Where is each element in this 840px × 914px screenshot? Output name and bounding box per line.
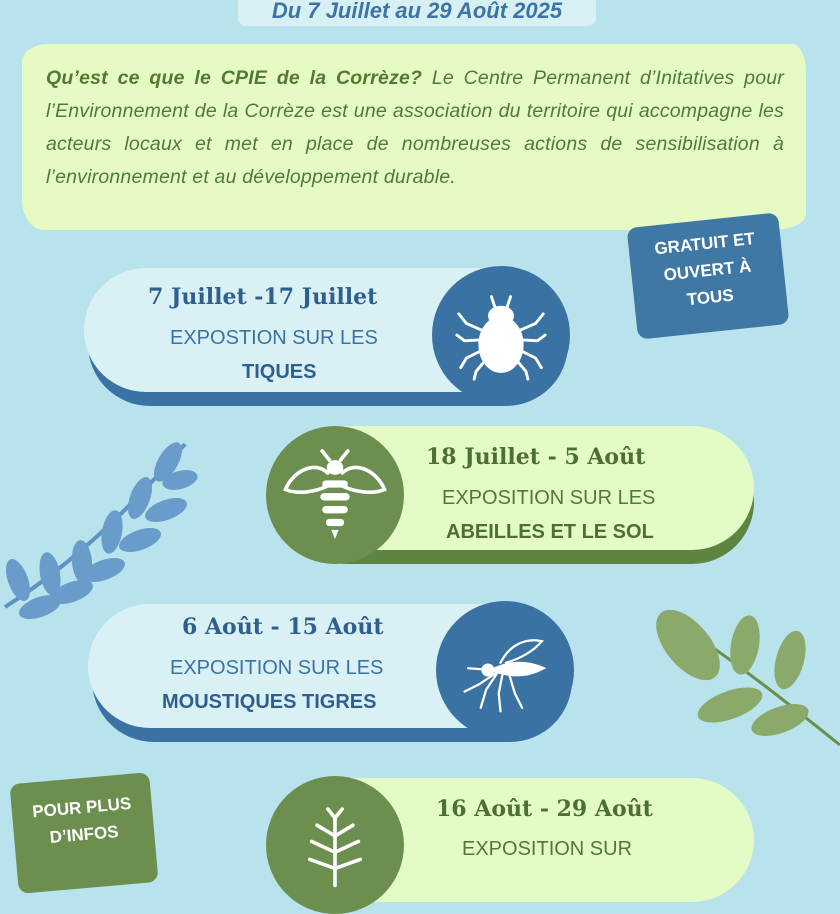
event-2-subject: ABEILLES ET LE SOL	[446, 521, 654, 543]
mosquito-icon	[455, 625, 555, 715]
plant-icon	[290, 800, 380, 890]
event-2-date: 18 Juillet - 5 Août	[426, 444, 646, 470]
event-4-icon-circle	[266, 776, 404, 914]
intro-text: Le Centre Permanent d’Initatives pour l’Environnement de la Corrèze est une association du territoire qui accompagne les acteurs locaux et met en place de nombreuses actions de sensibilisation à l’environnement et au développement durable.	[46, 67, 785, 188]
branch-right-icon	[650, 605, 840, 755]
info-badge	[9, 772, 158, 894]
info-badge-line: POUR PLUS	[31, 793, 133, 822]
free-badge	[627, 212, 790, 339]
event-4-date: 16 Août - 29 Août	[436, 796, 653, 822]
free-badge-line: TOUS	[685, 285, 735, 310]
info-badge-line: D’INFOS	[48, 822, 120, 847]
event-2-title: EXPOSITION SUR LES	[442, 487, 656, 509]
event-3-date: 6 Août - 15 Août	[182, 614, 384, 640]
free-badge-line: OUVERT À	[662, 256, 753, 285]
event-1-title: EXPOSTION SUR LES	[170, 327, 378, 349]
bee-icon	[280, 445, 390, 545]
header-date-range: Du 7 Juillet au 29 Août 2025	[238, 0, 596, 26]
event-1-subject: TIQUES	[242, 361, 317, 383]
event-1-date: 7 Juillet -17 Juillet	[148, 284, 378, 310]
branch-left-icon	[0, 432, 200, 622]
event-3-title: EXPOSITION SUR LES	[170, 657, 384, 679]
event-3-subject: MOUSTIQUES TIGRES	[162, 691, 377, 713]
free-badge-line: GRATUIT ET	[653, 228, 756, 259]
event-4-title: EXPOSITION SUR	[462, 838, 633, 860]
event-2-icon-circle	[266, 426, 404, 564]
event-1-icon-circle	[432, 266, 570, 404]
intro-question: Qu’est ce que le CPIE de la Corrèze?	[46, 67, 423, 89]
intro-box	[22, 44, 806, 230]
tick-icon	[453, 287, 549, 383]
event-3-icon-circle	[436, 601, 574, 739]
